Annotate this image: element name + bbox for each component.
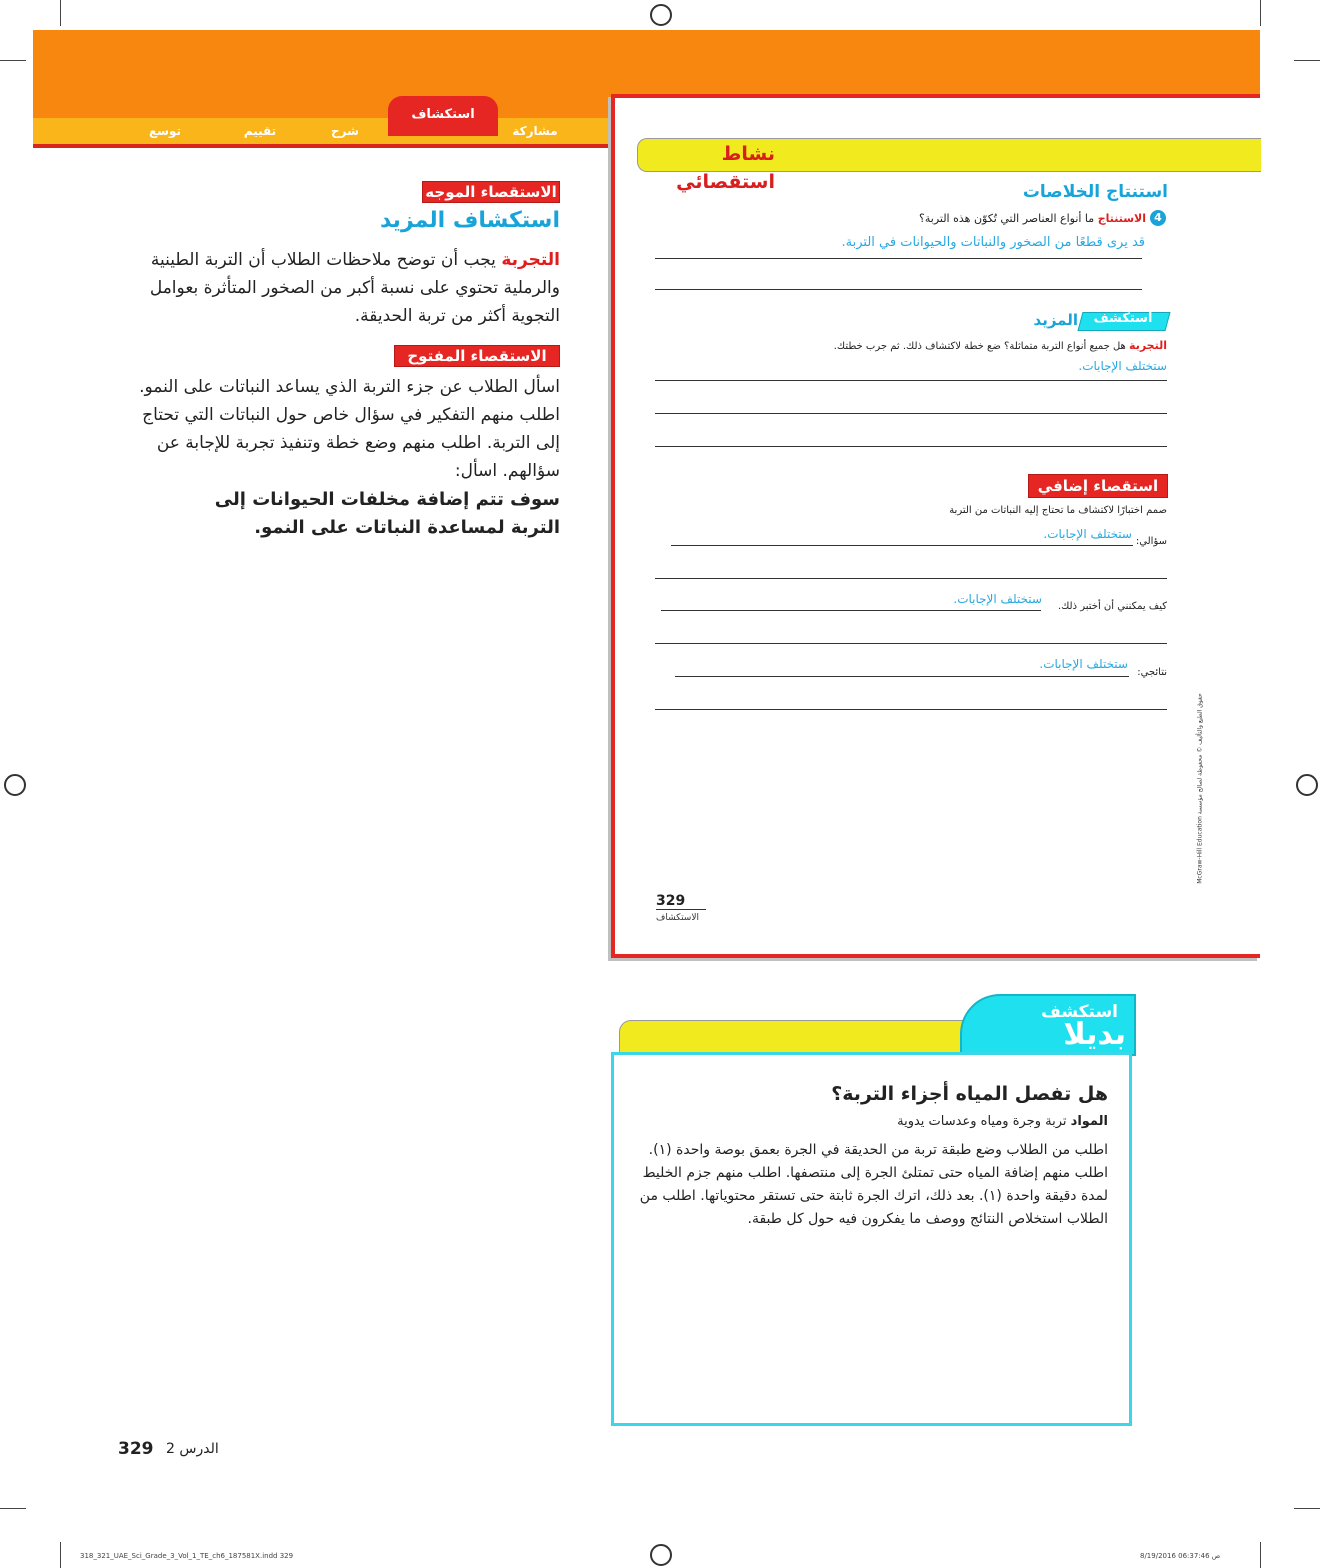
student-page-section: الاستكشاف bbox=[656, 913, 699, 923]
copyright-credit-text: McGraw-Hill Education حقوق الطبع والتأليف © محفوظة لصالح مؤسسة bbox=[1196, 693, 1204, 884]
experiment-prompt bbox=[700, 339, 1167, 352]
additional-inquiry-label: استقصاء إضافي bbox=[1028, 474, 1168, 498]
copyright-credit bbox=[1170, 690, 1230, 900]
registration-mark-icon bbox=[650, 4, 672, 26]
tab-engage[interactable]: مشاركة bbox=[512, 124, 558, 138]
experiment-label: التجربة bbox=[501, 250, 560, 270]
example-question: سوف تتم إضافة مخلفات الحيوانات إلى التربة لمساعدة النباتات على النمو. bbox=[214, 489, 560, 538]
my-results-answer: ستختلف الإجابات. bbox=[1039, 657, 1128, 671]
file-info: 318_321_UAE_Sci_Grade_3_Vol_1_TE_ch6_187581X.indd 329 bbox=[80, 1552, 294, 1560]
answer-line[interactable] bbox=[661, 610, 1041, 611]
explore-more-word: المزيد bbox=[1033, 311, 1078, 329]
answer-line[interactable] bbox=[675, 676, 1129, 677]
how-test-label: كيف يمكنني أن أختبر ذلك. bbox=[1057, 601, 1167, 612]
materials-label: المواد bbox=[1070, 1114, 1108, 1129]
answer-line bbox=[655, 380, 1167, 381]
alternative-explore-box bbox=[611, 1052, 1132, 1426]
alternative-tag-top: استكشف bbox=[1041, 1002, 1118, 1022]
explore-more-title: استكشاف المزيد bbox=[379, 208, 560, 233]
q4-answer: قد يرى قطعًا من الصخور والنباتات والحيوانات في التربة. bbox=[841, 235, 1145, 250]
open-inquiry-label: الاستقصاء المفتوح bbox=[394, 345, 560, 367]
step-number-badge: 4 bbox=[1150, 210, 1166, 226]
answer-line[interactable] bbox=[671, 545, 1133, 546]
open-inquiry-text: اسأل الطلاب عن جزء التربة الذي يساعد النباتات على النمو. اطلب منهم التفكير في سؤال خاص حول النباتات التي تحتاج إلى التربة. اطلب منهم وضع خطة وتنفيذ تجربة للإجابة عن سؤالهم. اسأل: bbox=[139, 377, 560, 481]
activity-title: نشاط استقصائي bbox=[676, 143, 775, 193]
tab-extend[interactable]: توسع bbox=[148, 124, 182, 138]
answers-vary: ستختلف الإجابات. bbox=[1078, 359, 1167, 373]
tab-evaluate[interactable]: تقييم bbox=[243, 124, 277, 138]
q4-text: ما أنواع العناصر التي تُكوّن هذه التربة؟ bbox=[919, 212, 1095, 225]
answer-line bbox=[655, 446, 1167, 447]
my-question-label: سؤالي: bbox=[1135, 536, 1167, 547]
guided-inquiry-label: الاستقصاء الموجه bbox=[422, 181, 560, 203]
tab-strip-underline bbox=[33, 144, 613, 148]
alternative-question: هل تفصل المياه أجزاء التربة؟ bbox=[831, 1083, 1108, 1105]
how-test-answer: ستختلف الإجابات. bbox=[953, 592, 1042, 606]
student-page-number: 329 bbox=[656, 893, 706, 910]
registration-mark-icon bbox=[650, 1544, 672, 1566]
answer-line bbox=[655, 289, 1142, 290]
registration-mark-icon bbox=[1296, 774, 1318, 796]
additional-prompt: صمم اختبارًا لاكتشاف ما تحتاج إليه النباتات من التربة bbox=[949, 505, 1167, 516]
explore-more-tag: استكشف bbox=[1093, 311, 1153, 326]
answer-line[interactable] bbox=[655, 578, 1167, 579]
registration-mark-icon bbox=[4, 774, 26, 796]
q4-prompt bbox=[700, 212, 1146, 225]
answer-line[interactable] bbox=[655, 643, 1167, 644]
answer-line bbox=[655, 413, 1167, 414]
experiment-text: هل جميع أنواع التربة متماثلة؟ ضع خطة لاكتشاف ذلك. ثم جرب خطتك. bbox=[833, 341, 1126, 352]
answer-line bbox=[655, 258, 1142, 259]
answer-line[interactable] bbox=[655, 709, 1167, 710]
materials-text: تربة وجرة ومياه وعدسات يدوية bbox=[897, 1114, 1067, 1129]
page-number: 329 bbox=[118, 1439, 154, 1459]
my-question-answer: ستختلف الإجابات. bbox=[1043, 527, 1132, 541]
alternative-body: اطلب من الطلاب وضع طبقة تربة من الحديقة في الجرة بعمق بوصة واحدة (١). اطلب منهم إضافة المياه حتى تمتلئ الجرة إلى منتصفها. اطلب منهم جزم الخليط لمدة دقيقة واحدة (١). بعد ذلك، اترك الجرة ثابتة حتى تستقر محتوياتها. اطلب من الطلاب استخلاص النتائج ووصف ما يفكرون فيه حول كل طبقة. bbox=[639, 1142, 1108, 1227]
conclude-title: استنتاج الخلاصات bbox=[1022, 182, 1168, 202]
alternative-tag-bottom: بديلا bbox=[1063, 1017, 1126, 1052]
lesson-label: الدرس 2 bbox=[166, 1441, 219, 1457]
print-timestamp: 8/19/2016 06:37:46 ص bbox=[1140, 1552, 1221, 1560]
guided-text: يجب أن توضح ملاحظات الطلاب أن التربة الطينية والرملية تحتوي على نسبة أكبر من الصخور المتأثرة بعوامل التجوية أكثر من تربة الحديقة. bbox=[149, 250, 560, 326]
guided-paragraph bbox=[120, 246, 560, 330]
experiment-label: التجربة bbox=[1129, 339, 1167, 352]
q4-label: الاستنتاج bbox=[1097, 212, 1146, 225]
tab-explore-active[interactable]: استكشاف bbox=[388, 96, 498, 136]
tab-explain[interactable]: شرح bbox=[331, 124, 359, 138]
materials-line bbox=[640, 1114, 1108, 1129]
my-results-label: نتائجي: bbox=[1137, 667, 1167, 678]
